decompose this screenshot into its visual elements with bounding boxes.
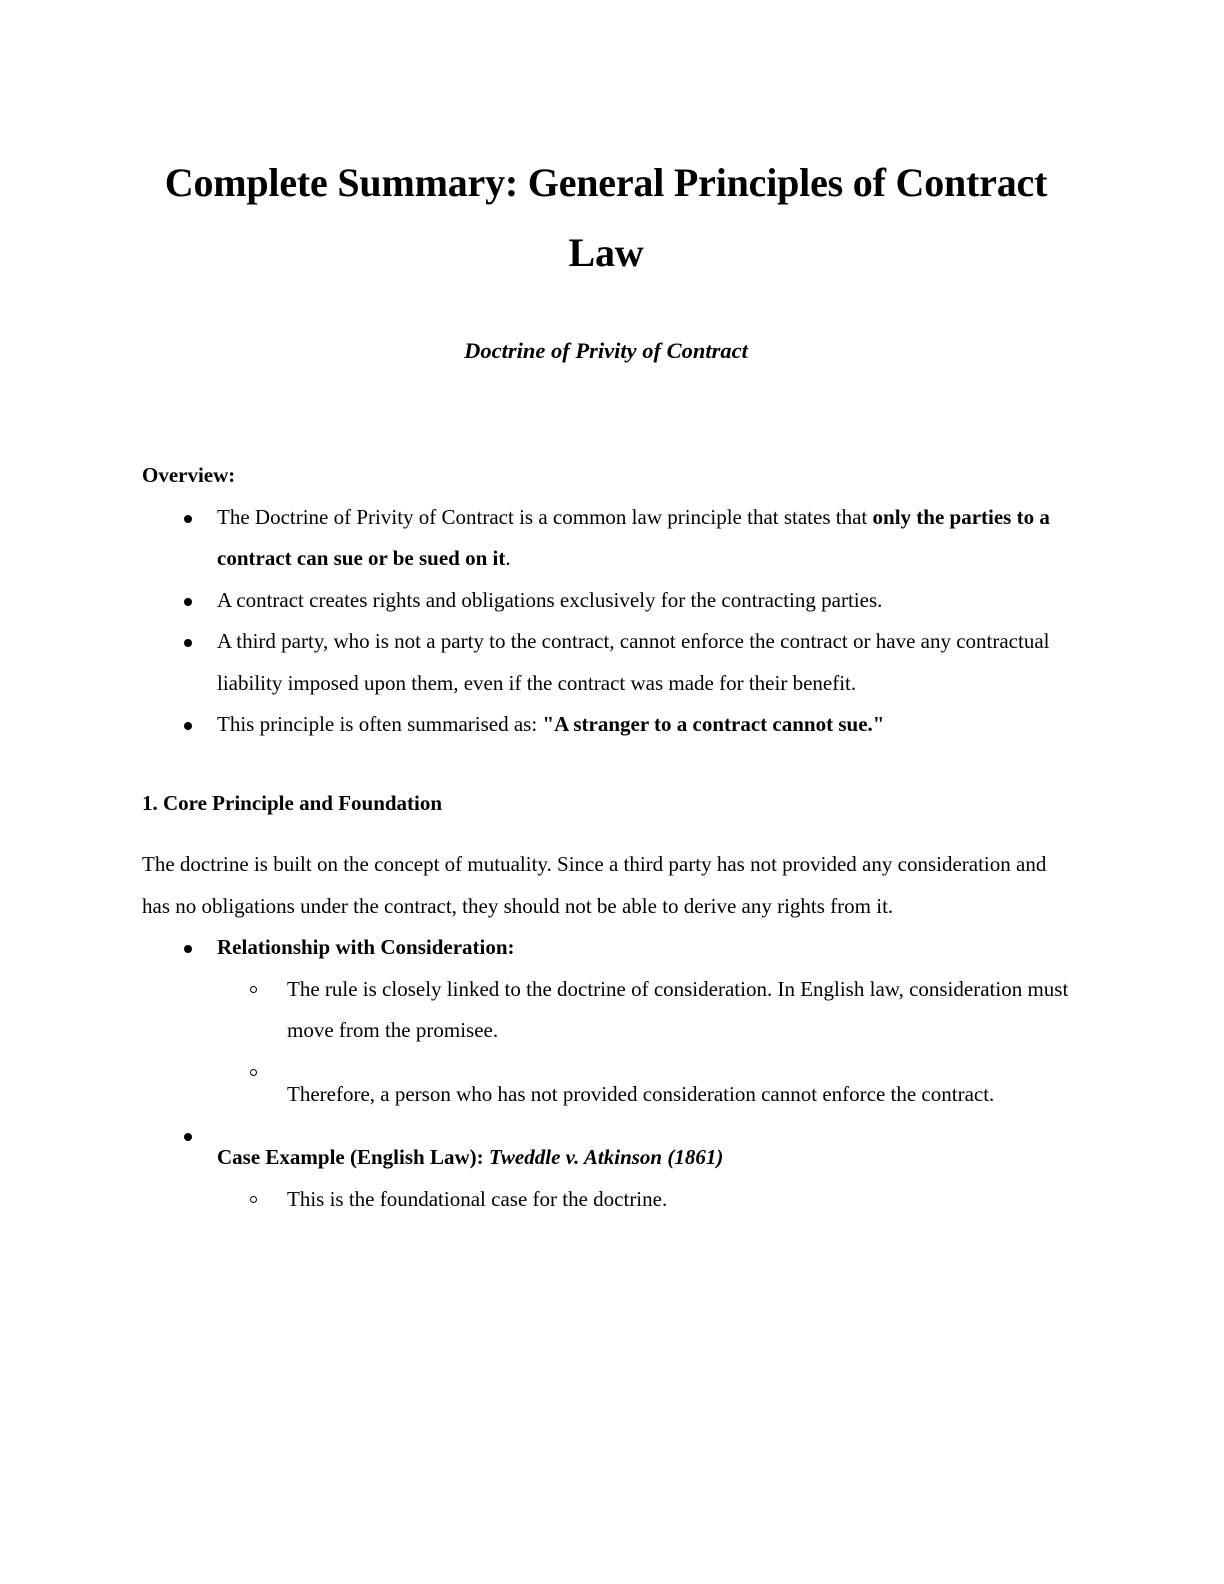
document-subtitle: Doctrine of Privity of Contract: [464, 338, 748, 363]
overview-bullet-1-text-c: .: [505, 546, 511, 570]
relationship-sub-1-text: The rule is closely linked to the doctrine of consideration. In English law, consideration must move from the promisee.: [287, 976, 1069, 1042]
overview-bullet-1-text-bold: only the parties to a contract can sue or be sued on it: [217, 504, 1050, 570]
page-title: Complete Summary: General Principles of Contract Law: [164, 160, 1048, 275]
list-item: [142, 704, 1070, 746]
list-item: [217, 969, 1070, 1052]
overview-bullet-3-text: A third party, who is not a party to the contract, cannot enforce the contract or have any contractual liability imposed upon them, even if the contract was made for their benefit.: [217, 629, 1050, 695]
relationship-consideration-sublist: [217, 969, 1070, 1116]
overview-bullet-list: [142, 497, 1070, 746]
overview-bullet-1-text-a: The Doctrine of Privity of Contract is a common law principle that states that: [217, 504, 873, 529]
relationship-sub-2-text: Therefore, a person who has not provided consideration cannot enforce the contract.: [287, 1081, 995, 1106]
list-item: [142, 497, 1070, 580]
list-item: [142, 580, 1070, 622]
core-principle-paragraph: The doctrine is built on the concept of mutuality. Since a third party has not provided any consideration and has no obligations under the contract, they should not be able to derive any rights from it.: [142, 852, 1047, 918]
list-item: [142, 927, 1070, 1115]
overview-bullet-2-text: A contract creates rights and obligations exclusively for the contracting parties.: [217, 587, 883, 612]
case-example-sub-1-text: This is the foundational case for the doctrine.: [287, 1186, 668, 1211]
list-item: [142, 621, 1070, 704]
section-heading-core-principle: 1. Core Principle and Foundation: [142, 790, 443, 815]
list-item: [142, 1115, 1070, 1220]
list-item: [217, 1179, 1070, 1221]
relationship-consideration-label: Relationship with Consideration:: [217, 935, 515, 959]
overview-bullet-4-text-a: This principle is often summarised as:: [217, 712, 543, 736]
overview-heading: Overview:: [142, 463, 236, 487]
core-principle-bullet-list: [142, 927, 1070, 1220]
case-example-citation: Tweddle v. Atkinson (1861): [488, 1145, 724, 1169]
case-example-sublist: [217, 1179, 1070, 1221]
case-example-label: Case Example (English Law):: [217, 1145, 489, 1169]
overview-bullet-4-quote: "A stranger to a contract cannot sue.": [542, 712, 885, 736]
list-item: [217, 1052, 1070, 1116]
